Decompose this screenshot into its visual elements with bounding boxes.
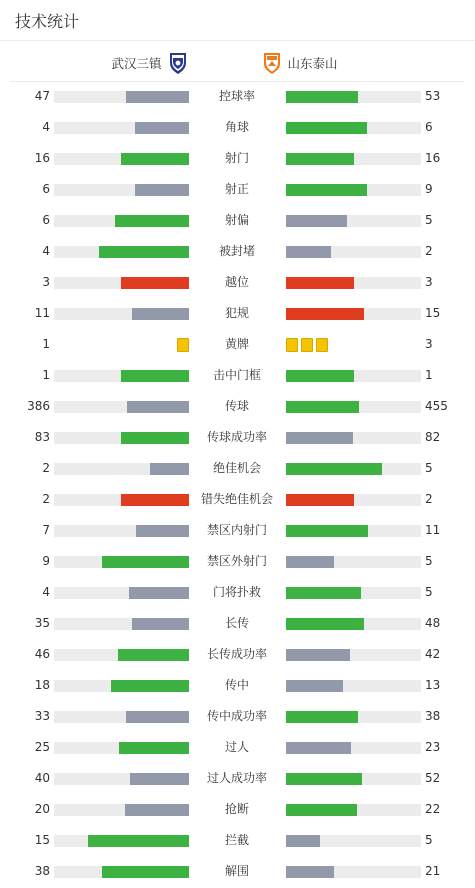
home-bar-track: [54, 556, 189, 568]
away-bar-track: [286, 401, 421, 413]
away-bar-track: [286, 184, 421, 196]
home-value: 2: [42, 461, 50, 475]
home-yellow-cards: [177, 338, 189, 351]
home-bar-track: [54, 680, 189, 692]
yellow-card-icon: [177, 338, 189, 352]
away-bar-fill: [286, 680, 343, 692]
home-value: 9: [42, 554, 50, 568]
away-bar-track: [286, 618, 421, 630]
home-bar-fill: [121, 432, 189, 444]
away-bar-track: [286, 153, 421, 165]
away-bar-fill: [286, 215, 347, 227]
home-value: 3: [42, 275, 50, 289]
away-value: 3: [425, 337, 433, 351]
away-bar-track: [286, 432, 421, 444]
home-bar-fill: [118, 649, 189, 661]
home-bar-fill: [115, 215, 189, 227]
home-bar-track: [54, 370, 189, 382]
stat-label: 角球: [224, 120, 249, 134]
home-bar-track: [54, 618, 189, 630]
home-value: 20: [34, 802, 50, 816]
stat-label: 过人: [224, 740, 249, 754]
stat-row: [0, 639, 475, 670]
home-value: 4: [42, 244, 50, 258]
home-value: 38: [34, 864, 50, 878]
away-bar-track: [286, 711, 421, 723]
home-bar-fill: [88, 835, 189, 847]
away-value: 3: [425, 275, 433, 289]
stat-label: 禁区外射门: [206, 554, 267, 568]
away-bar-track: [286, 804, 421, 816]
home-value: 4: [42, 120, 50, 134]
home-bar-track: [54, 153, 189, 165]
yellow-card-icon: [286, 338, 298, 352]
stat-row: [0, 608, 475, 639]
home-bar-track: [54, 184, 189, 196]
stat-row: [0, 856, 475, 887]
away-bar-fill: [286, 153, 354, 165]
stat-row: [0, 825, 475, 856]
away-bar-track: [286, 680, 421, 692]
away-team[interactable]: [262, 51, 338, 75]
home-bar-track: [54, 494, 189, 506]
away-bar-fill: [286, 742, 351, 754]
stat-row: [0, 143, 475, 174]
wuhan-crest-icon: [168, 51, 188, 75]
page-title: 技术统计: [15, 12, 80, 31]
home-value: 6: [42, 182, 50, 196]
away-bar-track: [286, 773, 421, 785]
home-value: 40: [34, 771, 50, 785]
away-bar-track: [286, 308, 421, 320]
teams-bar: [10, 41, 465, 82]
away-value: 1: [425, 368, 433, 382]
stat-row: [0, 484, 475, 515]
home-bar-track: [54, 835, 189, 847]
home-value: 47: [34, 89, 50, 103]
away-bar-track: [286, 835, 421, 847]
home-bar-fill: [136, 525, 189, 537]
home-bar-fill: [130, 773, 189, 785]
home-bar-track: [54, 277, 189, 289]
away-value: 42: [425, 647, 441, 661]
home-value: 1: [42, 368, 50, 382]
away-bar-fill: [286, 91, 358, 103]
stat-row: [0, 391, 475, 422]
away-bar-track: [286, 649, 421, 661]
away-bar-track: [286, 742, 421, 754]
stat-row: [0, 205, 475, 236]
stat-label: 击中门框: [212, 368, 261, 382]
home-bar-fill: [111, 680, 189, 692]
home-value: 11: [34, 306, 50, 320]
away-value: 5: [425, 461, 433, 475]
stat-label: 射偏: [224, 213, 249, 227]
away-bar-track: [286, 215, 421, 227]
home-value: 25: [34, 740, 50, 754]
stat-label: 解围: [224, 864, 249, 878]
stat-row: [0, 174, 475, 205]
home-bar-fill: [132, 618, 189, 630]
home-bar-fill: [121, 153, 189, 165]
home-value: 83: [34, 430, 50, 444]
home-bar-track: [54, 711, 189, 723]
stat-row: [0, 112, 475, 143]
away-value: 22: [425, 802, 441, 816]
away-value: 13: [425, 678, 441, 692]
home-bar-fill: [150, 463, 189, 475]
away-bar-fill: [286, 649, 350, 661]
away-bar-fill: [286, 587, 361, 599]
stat-label: 越位: [224, 275, 249, 289]
away-value: 15: [425, 306, 441, 320]
stat-label: 犯规: [224, 306, 249, 320]
stat-row: [0, 670, 475, 701]
away-bar-fill: [286, 432, 353, 444]
stat-label: 传球成功率: [206, 430, 267, 444]
away-bar-track: [286, 370, 421, 382]
home-bar-track: [54, 401, 189, 413]
away-value: 52: [425, 771, 441, 785]
away-yellow-cards: [286, 338, 328, 351]
home-bar-track: [54, 308, 189, 320]
stat-row: [0, 267, 475, 298]
stat-label: 被封堵: [218, 244, 255, 258]
away-bar-fill: [286, 804, 357, 816]
away-bar-fill: [286, 370, 354, 382]
stat-row: [0, 701, 475, 732]
stat-row: [0, 515, 475, 546]
away-bar-track: [286, 494, 421, 506]
away-bar-track: [286, 525, 421, 537]
home-value: 18: [34, 678, 50, 692]
home-bar-track: [54, 215, 189, 227]
home-value: 2: [42, 492, 50, 506]
stat-label: 长传: [224, 616, 249, 630]
stat-row: [0, 794, 475, 825]
home-bar-fill: [102, 866, 189, 878]
home-bar-track: [54, 773, 189, 785]
away-value: 38: [425, 709, 441, 723]
stat-label: 射正: [224, 182, 249, 196]
away-value: 5: [425, 833, 433, 847]
away-bar-fill: [286, 773, 362, 785]
away-team-name: 山东泰山: [287, 56, 338, 71]
stat-row: [0, 577, 475, 608]
home-team-name: 武汉三镇: [111, 56, 162, 71]
stat-row: [0, 329, 475, 360]
home-bar-track: [54, 246, 189, 258]
home-bar-fill: [132, 308, 189, 320]
away-bar-fill: [286, 246, 331, 258]
home-value: 386: [27, 399, 50, 413]
away-value: 53: [425, 89, 441, 103]
away-value: 48: [425, 616, 441, 630]
home-value: 4: [42, 585, 50, 599]
home-bar-fill: [102, 556, 189, 568]
away-bar-fill: [286, 556, 334, 568]
home-bar-fill: [126, 711, 189, 723]
away-bar-fill: [286, 122, 367, 134]
home-bar-fill: [119, 742, 189, 754]
away-value: 82: [425, 430, 441, 444]
shandong-crest-icon: [262, 51, 282, 75]
stat-row: [0, 81, 475, 112]
home-team[interactable]: [111, 51, 187, 75]
yellow-card-icon: [301, 338, 313, 352]
away-bar-fill: [286, 866, 334, 878]
home-bar-fill: [135, 184, 189, 196]
stat-row: [0, 763, 475, 794]
away-value: 5: [425, 554, 433, 568]
home-bar-fill: [121, 494, 189, 506]
away-value: 21: [425, 864, 441, 878]
away-value: 2: [425, 244, 433, 258]
stat-row: [0, 422, 475, 453]
home-bar-track: [54, 122, 189, 134]
stat-label: 过人成功率: [206, 771, 267, 785]
yellow-card-icon: [316, 338, 328, 352]
stat-label: 传球: [224, 399, 249, 413]
away-value: 455: [425, 399, 448, 413]
home-bar-track: [54, 866, 189, 878]
home-bar-track: [54, 525, 189, 537]
away-bar-track: [286, 91, 421, 103]
away-bar-track: [286, 866, 421, 878]
stat-label: 控球率: [218, 89, 255, 103]
home-bar-fill: [135, 122, 189, 134]
stats-list: [0, 81, 475, 887]
home-value: 7: [42, 523, 50, 537]
away-bar-track: [286, 246, 421, 258]
home-bar-fill: [125, 804, 189, 816]
stat-label: 长传成功率: [206, 647, 267, 661]
header: [0, 0, 475, 41]
stat-label: 拦截: [224, 833, 249, 847]
home-bar-track: [54, 804, 189, 816]
away-bar-fill: [286, 494, 354, 506]
away-bar-fill: [286, 618, 364, 630]
stat-label: 传中成功率: [206, 709, 267, 723]
away-bar-fill: [286, 711, 358, 723]
home-value: 33: [34, 709, 50, 723]
stat-label: 错失绝佳机会: [200, 492, 273, 506]
home-value: 16: [34, 151, 50, 165]
away-value: 6: [425, 120, 433, 134]
away-value: 2: [425, 492, 433, 506]
stat-label: 抢断: [224, 802, 249, 816]
away-bar-track: [286, 122, 421, 134]
home-bar-track: [54, 649, 189, 661]
home-bar-fill: [127, 401, 189, 413]
stat-row: [0, 732, 475, 763]
stat-row: [0, 236, 475, 267]
stat-row: [0, 453, 475, 484]
away-bar-fill: [286, 463, 382, 475]
home-bar-track: [54, 587, 189, 599]
away-bar-track: [286, 556, 421, 568]
away-bar-fill: [286, 277, 354, 289]
home-bar-fill: [129, 587, 189, 599]
stat-label: 禁区内射门: [206, 523, 267, 537]
home-bar-track: [54, 463, 189, 475]
stat-label: 黄牌: [224, 337, 249, 351]
away-value: 16: [425, 151, 441, 165]
away-bar-fill: [286, 525, 368, 537]
stat-label: 绝佳机会: [212, 461, 261, 475]
stat-label: 射门: [224, 151, 249, 165]
home-bar-fill: [99, 246, 189, 258]
home-bar-track: [54, 742, 189, 754]
away-bar-track: [286, 463, 421, 475]
home-bar-fill: [121, 277, 189, 289]
away-bar-fill: [286, 835, 320, 847]
home-value: 6: [42, 213, 50, 227]
stat-row: [0, 360, 475, 391]
away-bar-fill: [286, 184, 367, 196]
home-value: 35: [34, 616, 50, 630]
stat-row: [0, 546, 475, 577]
away-bar-track: [286, 277, 421, 289]
home-bar-fill: [121, 370, 189, 382]
home-bar-track: [54, 91, 189, 103]
home-bar-fill: [126, 91, 189, 103]
home-bar-track: [54, 432, 189, 444]
away-value: 11: [425, 523, 441, 537]
away-value: 23: [425, 740, 441, 754]
stat-row: [0, 298, 475, 329]
away-bar-track: [286, 587, 421, 599]
stat-label: 门将扑救: [212, 585, 261, 599]
away-bar-fill: [286, 308, 364, 320]
away-value: 5: [425, 585, 433, 599]
stat-label: 传中: [224, 678, 249, 692]
home-value: 1: [42, 337, 50, 351]
away-value: 9: [425, 182, 433, 196]
home-value: 15: [34, 833, 50, 847]
away-bar-fill: [286, 401, 359, 413]
away-value: 5: [425, 213, 433, 227]
home-value: 46: [34, 647, 50, 661]
